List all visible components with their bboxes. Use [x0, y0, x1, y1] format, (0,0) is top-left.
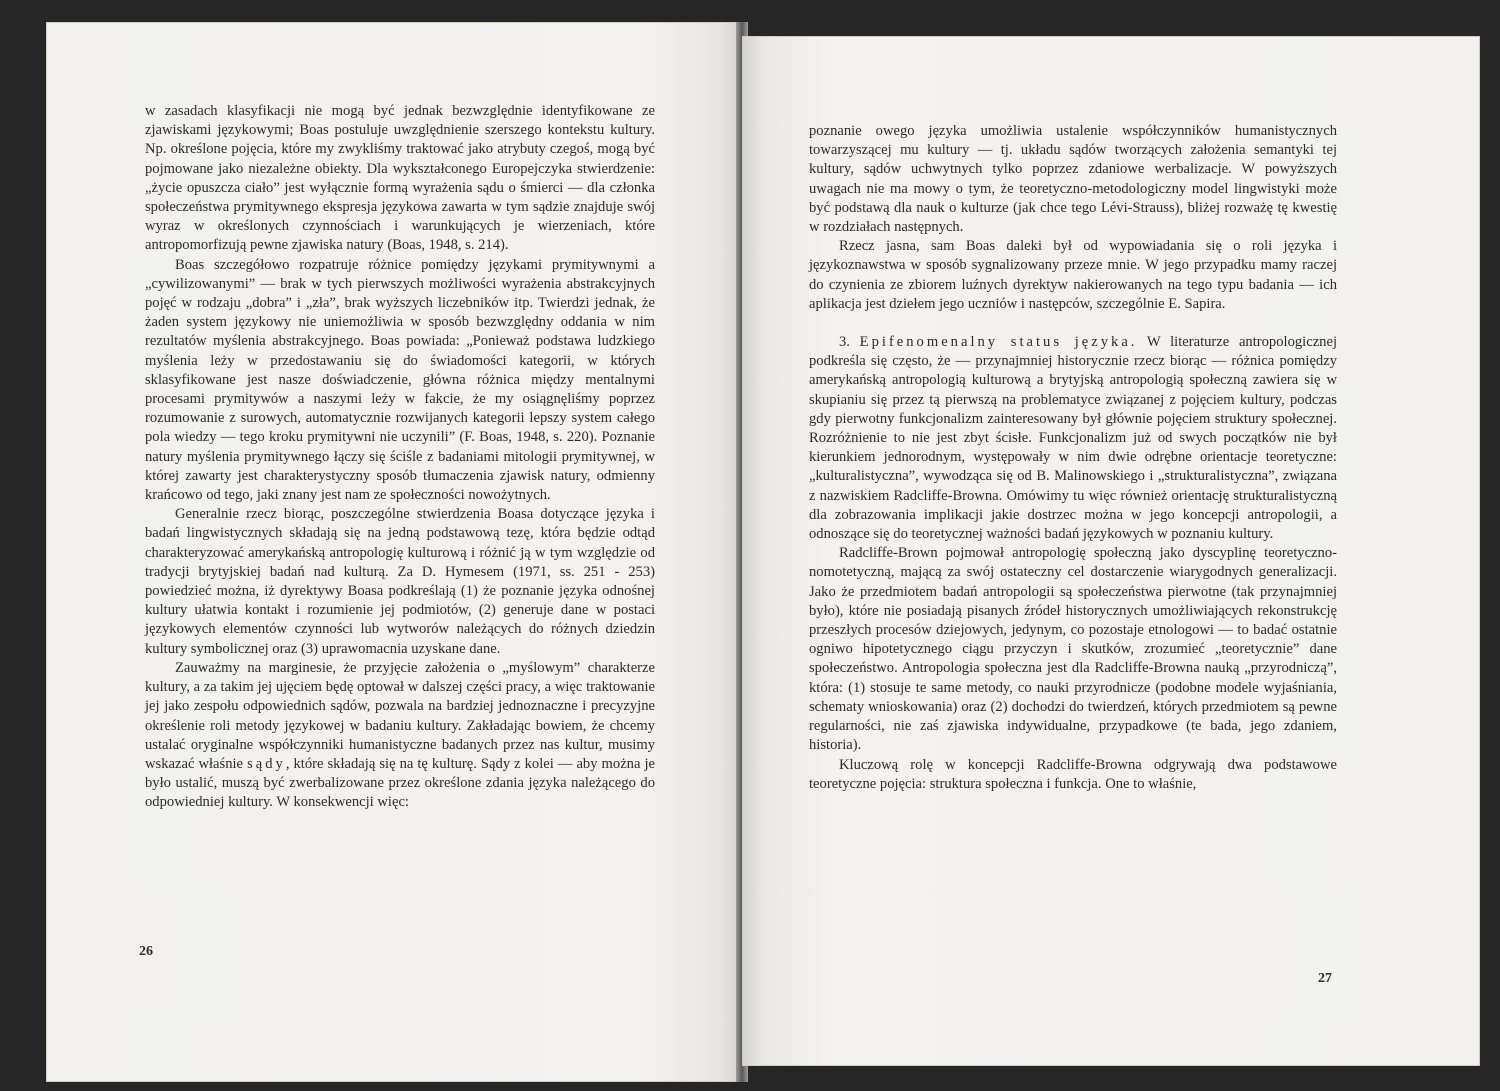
right-page-text: [809, 122, 1337, 794]
right-paragraph-1: poznanie owego języka umożliwia ustalenie współczynników humanistycznych towarzyszącej mu kultury — tj. układu sądów tworzących założenia semantyki tej kultury, sądów uchwytnych tylko poprzez zdaniowe werbalizacje. W powyższych uwagach nie ma mowy o tym, że teoretyczno-metodologiczny model lingwistyki może być podstawą dla nauk o kulturze (jak chce tego Lévi-Strauss), bliżej rozważę tę kwestię w rozdziałach następnych.: [809, 123, 1337, 236]
left-page-text: [145, 102, 655, 813]
left-page: [46, 22, 742, 1082]
right-page: [742, 36, 1480, 1066]
left-paragraph-2: Boas szczegółowo rozpatruje różnice pomiędzy językami prymitywnymi a „cywilizowanymi” — brak w tych pierwszych możliwości wyrażenia abstrakcyjnych pojęć w rodzaju „dobra” i „zła”, brak wyższych liczebników itp. Twierdzi jednak, że żaden system językowy nie uniemożliwia w sposób bezwzględny oddania w nim rezultatów myślenia abstrakcyjnego. Boas powiada: „Ponieważ podstawa ludzkiego myślenia leży w przedostawaniu się do świadomości kategorii, w których sklasyfikowane jest nasze doświadczenie, główna różnica między mentalnymi procesami prymitywów a naszymi leży w fakcie, że my osiągnęliśmy poprzez rozumowanie z surowych, automatycznie rozwijanych kategorii lepszy system całego pola wiedzy — tego kroku prymitywni nie uczynili” (F. Boas, 1948, s. 220). Poznanie natury myślenia prymitywnego łączy się ściśle z badaniami mitologii prymitywnej, w której zawarty jest charakterystyczny sposób tłumaczenia zjawisk natury, odmienny krańcowo od tego, jaki znany jest nam ze społeczności nowożytnych.: [145, 256, 655, 504]
right-paragraph-3: Radcliffe-Brown pojmował antropologię społeczną jako dyscyplinę teoretyczno-nomotetyczną, mającą za swój ostateczny cel dostarczenie wiarygodnych generalizacji. Jako że przedmiotem badań antropologii są społeczeństwa pierwotne (tak przynajmniej było), które nie posiadają pisanych źródeł historycznych umożliwiających rekonstrukcję przeszłych procesów dziejowych, jedynym, co pozostaje etnologowi — to badać ostatnie ogniwo hipotetycznego ciągu przyczyn i skutków, zrozumieć „teoretycznie” dane społeczeństwo. Antropologia społeczna jest dla Radcliffe-Browna nauką „przyrodniczą”, która: (1) stosuje te same metody, co nauki przyrodnicze (podobne modele wyjaśniania, schematy wnioskowania) oraz (2) dochodzi do twierdzeń, których przedmiotem są pewne regularności, nie zaś zjawiska indywidualne, przypadkowe (te bada, jego zdaniem, historia).: [809, 545, 1337, 754]
left-paragraph-4-tail: , które składają się na tę kulturę. Sądy z kolei — aby można je było ustalić, muszą być zwerbalizowane przez określone zdania języka należącego do odpowiedniej kultury. W konsekwencji więc:: [145, 755, 655, 811]
left-paragraph-1: w zasadach klasyfikacji nie mogą być jednak bezwzględnie identyfikowane ze zjawiskami językowymi; Boas postuluje uwzględnienie szerszego kontekstu kultury. Np. określone pojęcia, które my zwykliśmy traktować jako atrybuty czegoś, mogą być pojmowane jako niezależne obiekty. Dla wykształconego Europejczyka stwierdzenie: „życie opuszcza ciało” jest wyłącznie formą wyrażenia sądu o śmierci — dla członka społeczeństwa prymitywnego ekspresja językowa zawarta w tym sądzie znajduje swój wyraz w określonych czynnościach i warunkujących je wierzeniach, które antropomorfizują pewne zjawiska natury (Boas, 1948, s. 214).: [145, 103, 655, 254]
section-title: Epifenomenalny status języka.: [859, 334, 1138, 351]
section-number: 3.: [839, 334, 850, 351]
page-number-right: 27: [1318, 971, 1332, 986]
left-paragraph-4-head: Zauważmy na marginesie, że przyjęcie założenia o „myślowym” charakterze kultury, a za takim jej ujęciem będę optował w dalszej części pracy, a więc traktowanie jej jako zespołu odpowiednich sądów, pozwala na bardziej jednoznaczne i precyzyjne określenie roli metody językowej w badaniu kultury. Zakładając bowiem, że chcemy ustalać oryginalne współczynniki humanistyczne badanych przez nas kultur, musimy wskazać właśnie: [145, 659, 655, 772]
page-number-left: 26: [139, 944, 153, 959]
right-paragraph-2: Rzecz jasna, sam Boas daleki był od wypowiadania się o roli języka i językoznawstwa w sposób sygnalizowany przeze mnie. W jego przypadku mamy raczej do czynienia ze zbiorem luźnych dyrektyw nakierowanych na tego typu badania — ich aplikacja jest dziełem jego uczniów i następców, szczególnie E. Sapira.: [809, 238, 1337, 312]
right-paragraph-4: Kluczową rolę w koncepcji Radcliffe-Browna odgrywają dwa podstawowe teoretyczne pojęcia: struktura społeczna i funkcja. One to właśnie,: [809, 756, 1337, 792]
section-paragraph: [809, 333, 1337, 544]
left-paragraph-4: [145, 659, 655, 813]
spaced-word-sady: sądy: [247, 755, 286, 772]
left-paragraph-3: Generalnie rzecz biorąc, poszczególne stwierdzenia Boasa dotyczące języka i badań lingwistycznych składają się na jedną podstawową tezę, która będzie odtąd charakteryzować amerykańską antropologię kulturową i różnić ją w tym względzie od tradycji brytyjskiej badań nad kulturą. Za D. Hymesem (1971, ss. 251 - 253) powiedzieć można, iż dyrektywy Boasa podkreślają (1) że poznanie języka odnośnej kultury ułatwia kontakt i rozumienie jej podmiotów, (2) generuje dane w postaci językowych elementów czynności lub wytworów należących do różnych dziedzin kultury symbolicznej oraz (3) uprawomacnia uzyskane dane.: [145, 506, 655, 657]
section-paragraph-body: W literaturze antropologicznej podkreśla się często, że — przynajmniej historycznie rzecz biorąc — różnica pomiędzy amerykańską antropologią kulturową a brytyjską antropologią społeczną zawiera się w skupianiu się przez tą pierwszą na problematyce związanej z pojęciem kultury, podczas gdy pierwotny funkcjonalizm zainteresowany był głównie pojęciem struktury społecznej. Rozróżnienie to nie jest zbyt ścisłe. Funkcjonalizm już od swych początków nie był kierunkiem jednorodnym, występowały w nim dwie odrębne orientacje teoretyczne: „kulturalistyczna”, wywodząca się od B. Malinowskiego i „strukturalistyczna”, związana z nazwiskiem Radcliffe-Browna. Omówimy tu więc również orientację strukturalistyczną dla zobrazowania implikacji jakie dostrzec można w jego koncepcji antropologii, a odnoszące się do teoretycznej ważności badań językowych w poznaniu kultury.: [809, 334, 1338, 543]
